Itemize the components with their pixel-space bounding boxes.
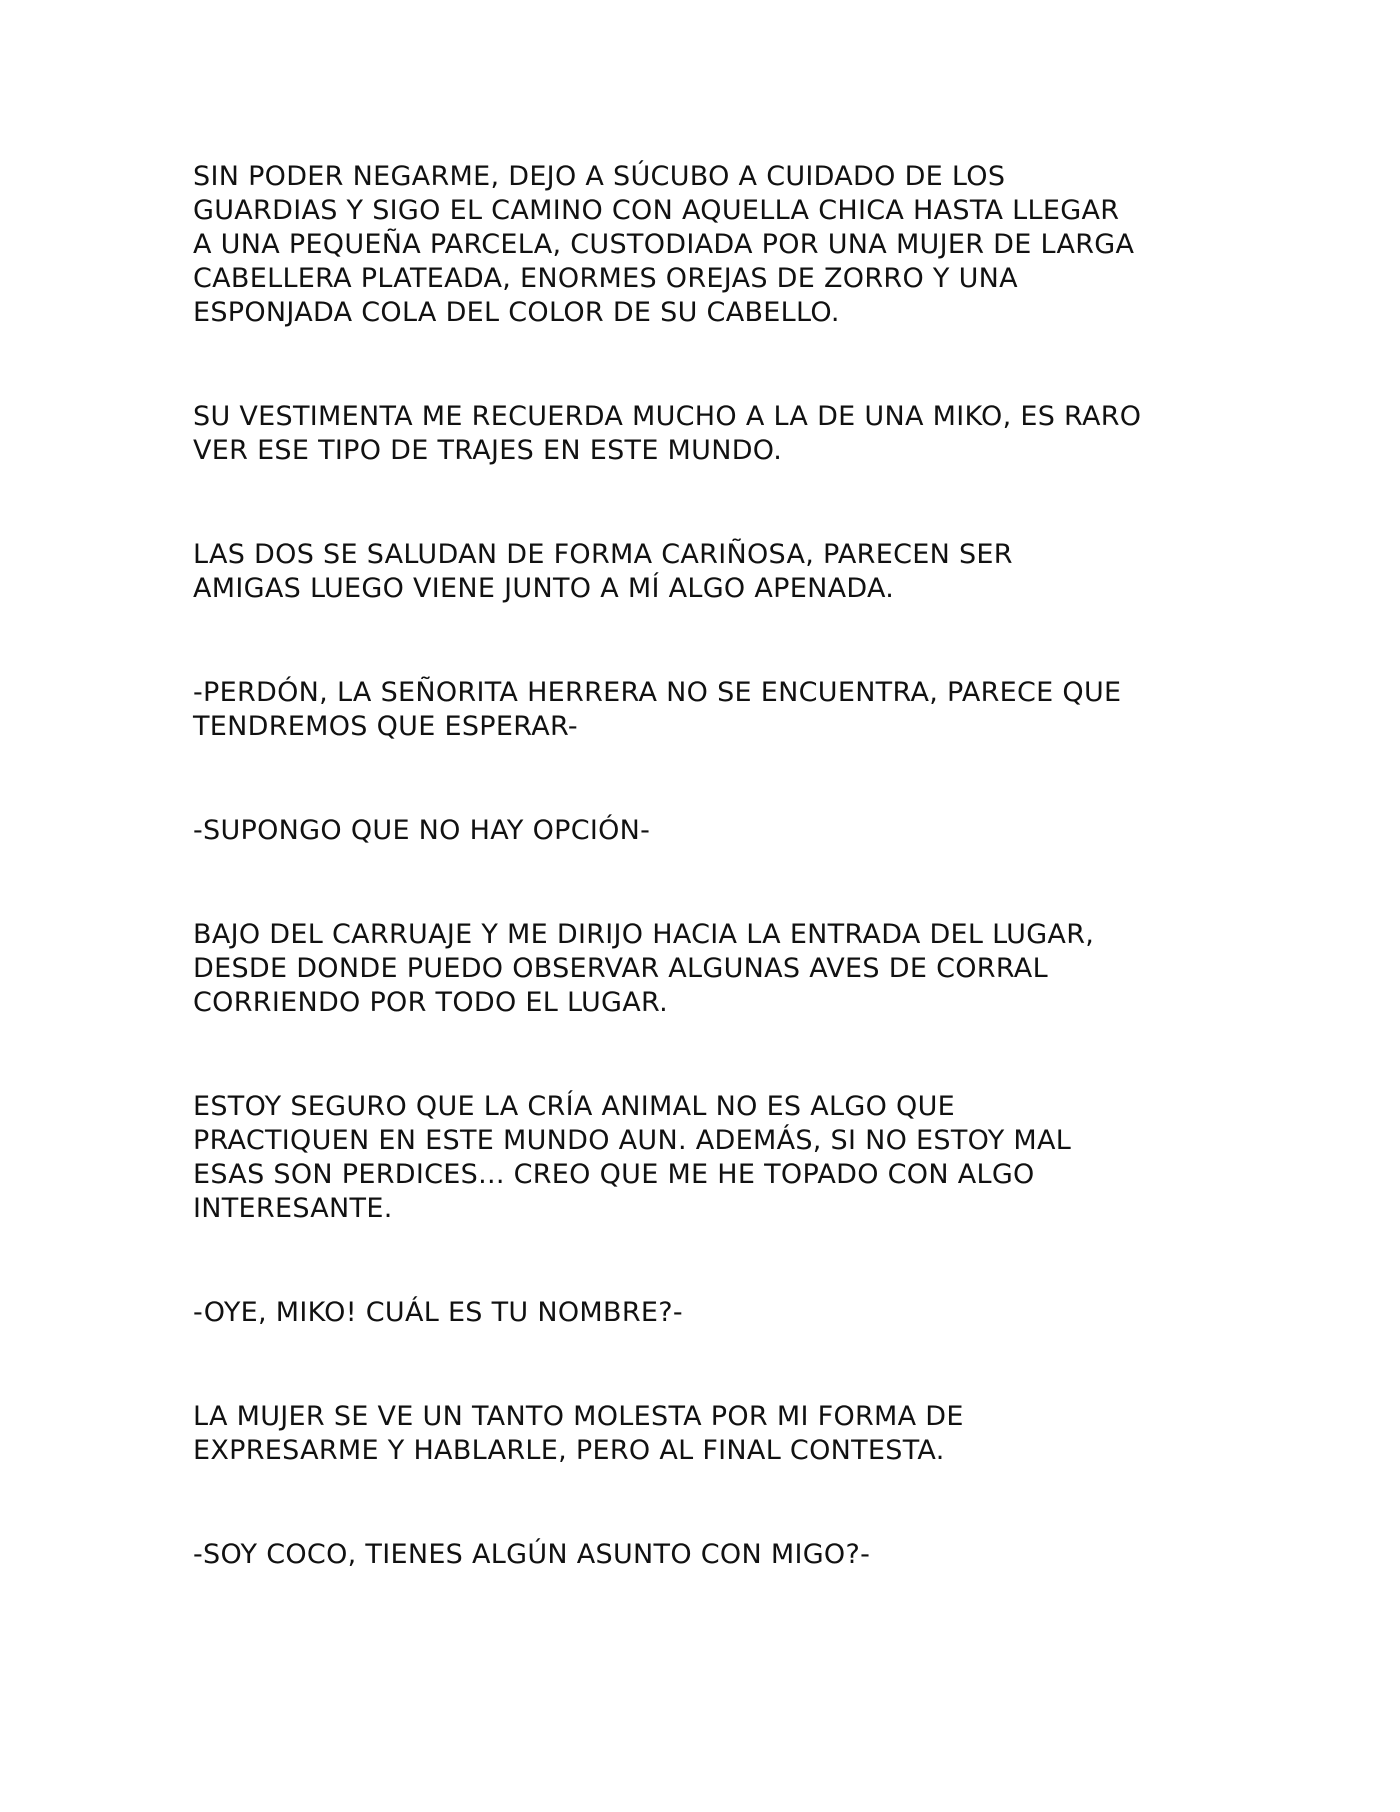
paragraph-line: GUARDIAS Y SIGO EL CAMINO CON AQUELLA CHICA HASTA LLEGAR (193, 195, 1120, 226)
paragraph-line: AMIGAS LUEGO VIENE JUNTO A MÍ ALGO APENADA. (193, 573, 895, 604)
paragraph-line: A UNA PEQUEÑA PARCELA, CUSTODIADA POR UNA MUJER DE LARGA (193, 229, 1135, 260)
paragraph-line: ESAS SON PERDICES... CREO QUE ME HE TOPADO CON ALGO (193, 1159, 1035, 1190)
paragraph-line: LAS DOS SE SALUDAN DE FORMA CARIÑOSA, PARECEN SER (193, 539, 1013, 570)
paragraph-arrival (193, 160, 1223, 330)
paragraph-line: -PERDÓN, LA SEÑORITA HERRERA NO SE ENCUENTRA, PARECE QUE (193, 677, 1122, 708)
paragraph-line: BAJO DEL CARRUAJE Y ME DIRIJO HACIA LA ENTRADA DEL LUGAR, (193, 919, 1095, 950)
dialogue-apology (193, 676, 1223, 744)
paragraph-line: PRACTIQUEN EN ESTE MUNDO AUN. ADEMÁS, SI NO ESTOY MAL (193, 1125, 1072, 1156)
paragraph-line: LA MUJER SE VE UN TANTO MOLESTA POR MI FORMA DE (193, 1401, 964, 1432)
paragraph-line: VER ESE TIPO DE TRAJES EN ESTE MUNDO. (193, 435, 783, 466)
paragraph-line: CABELLERA PLATEADA, ENORMES OREJAS DE ZORRO Y UNA (193, 263, 1018, 294)
paragraph-line: SIN PODER NEGARME, DEJO A SÚCUBO A CUIDADO DE LOS (193, 161, 1006, 192)
paragraph-line: -OYE, MIKO! CUÁL ES TU NOMBRE?- (193, 1297, 683, 1328)
paragraph-line: CORRIENDO POR TODO EL LUGAR. (193, 987, 669, 1018)
paragraph-line: INTERESANTE. (193, 1193, 393, 1224)
paragraph-line: SU VESTIMENTA ME RECUERDA MUCHO A LA DE UNA MIKO, ES RARO (193, 401, 1142, 432)
paragraph-annoyed (193, 1400, 1223, 1468)
paragraph-line: -SUPONGO QUE NO HAY OPCIÓN- (193, 815, 651, 846)
paragraph-line: DESDE DONDE PUEDO OBSERVAR ALGUNAS AVES DE CORRAL (193, 953, 1048, 984)
dialogue-no-option (193, 814, 1223, 848)
paragraph-line: -SOY COCO, TIENES ALGÚN ASUNTO CON MIGO?- (193, 1539, 871, 1570)
dialogue-name-question (193, 1296, 1223, 1330)
paragraph-line: TENDREMOS QUE ESPERAR- (193, 711, 578, 742)
dialogue-coco-reply (193, 1538, 1223, 1572)
paragraph-line: ESPONJADA COLA DEL COLOR DE SU CABELLO. (193, 297, 840, 328)
paragraph-greeting (193, 538, 1223, 606)
story-text (193, 160, 1223, 1572)
paragraph-line: EXPRESARME Y HABLARLE, PERO AL FINAL CONTESTA. (193, 1435, 945, 1466)
paragraph-partridges (193, 1090, 1223, 1226)
paragraph-line: ESTOY SEGURO QUE LA CRÍA ANIMAL NO ES ALGO QUE (193, 1091, 955, 1122)
paragraph-miko-outfit (193, 400, 1223, 468)
paragraph-carriage (193, 918, 1223, 1020)
